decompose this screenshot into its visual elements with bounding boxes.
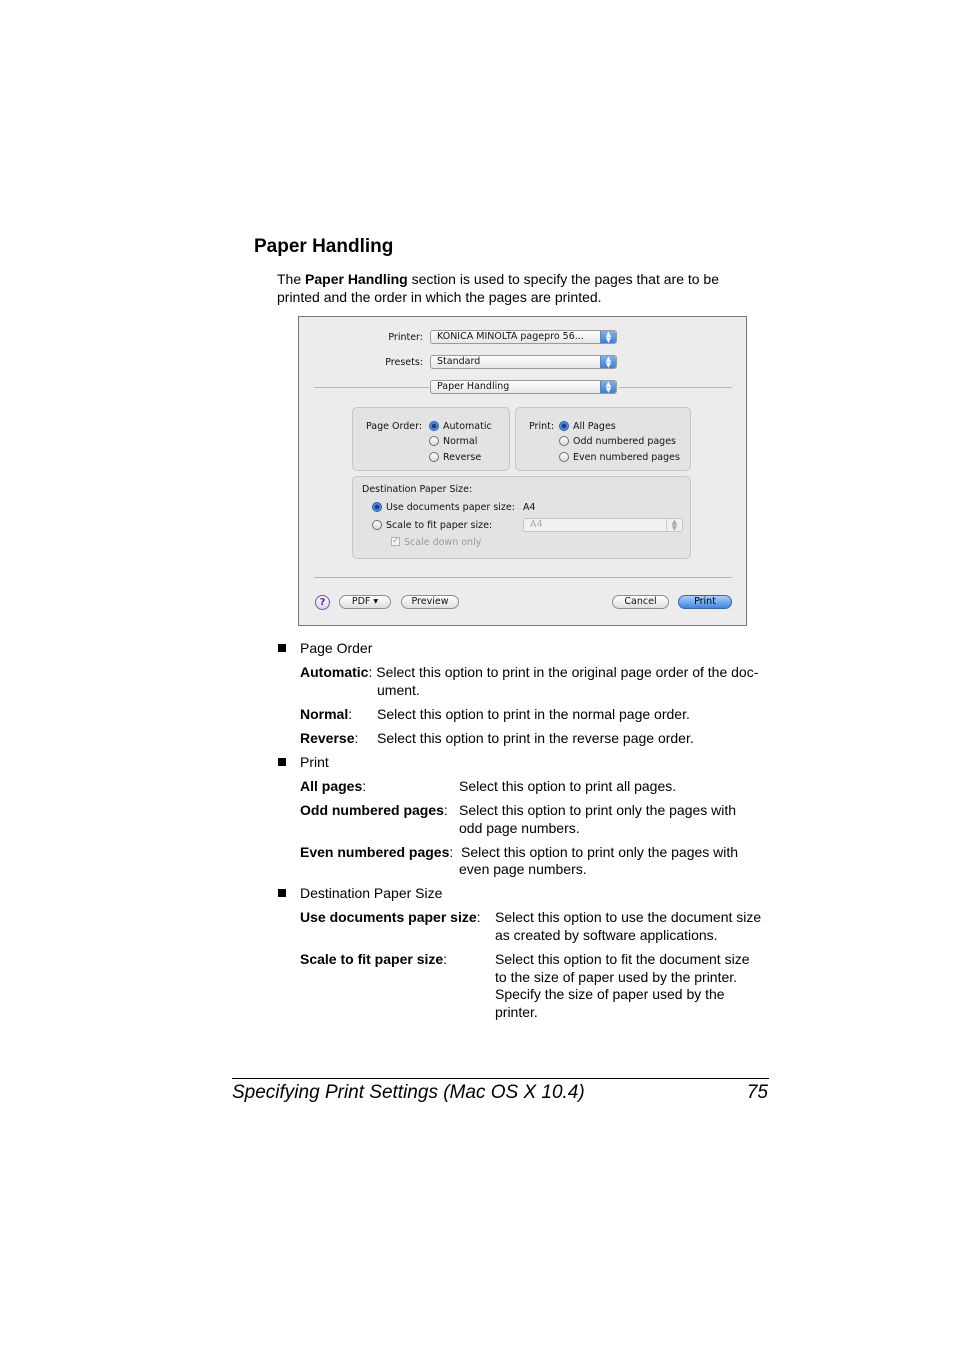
scale-down-only-checkbox[interactable] [391,537,400,546]
normal-radio[interactable] [429,436,439,446]
all-pages-term-wrap [300,777,366,795]
reverse-description: Select this option to print in the reverse page order. [377,730,694,746]
page-order-label: Page Order: [366,421,423,432]
scale-to-fit-radio[interactable] [372,520,382,530]
all-pages-colon: : [362,778,367,794]
page-number: 75 [746,1082,768,1103]
odd-pages-colon: : [443,802,448,818]
reverse-term-wrap [300,729,358,747]
use-documents-term: Use documents paper size [300,909,477,925]
normal-term-wrap [300,705,352,723]
use-documents-radio-label: Use documents paper size: [386,502,515,513]
reverse-colon: : [354,730,359,746]
reverse-radio[interactable] [429,452,439,462]
printer-popup[interactable] [430,330,617,344]
even-pages-term: Even numbered pages [300,844,450,860]
odd-pages-description-cont: odd page numbers. [459,820,580,836]
presets-popup[interactable] [430,355,617,369]
footer-separator [314,577,732,578]
scale-to-fit-description-3: Specify the size of paper used by the [495,986,725,1002]
automatic-description-cont: ument. [377,682,420,698]
help-icon[interactable]: ? [315,595,330,610]
use-documents-radio[interactable] [372,502,382,512]
footer-rule [232,1078,769,1079]
scale-paper-size-popup[interactable] [523,518,683,532]
separator-right [619,387,732,388]
automatic-radio-label: Automatic [443,421,492,432]
popup-arrows-icon: ▲ ▼ [666,519,682,531]
footer-title: Specifying Print Settings (Mac OS X 10.4) [232,1082,585,1103]
all-pages-radio[interactable] [559,421,569,431]
section-heading: Paper Handling [254,236,394,257]
all-pages-description: Select this option to print all pages. [459,778,677,794]
use-documents-value: A4 [523,502,536,513]
scale-to-fit-description-2: to the size of paper used by the printer. [495,969,738,985]
destination-paper-size-group [352,476,691,559]
destination-title: Destination Paper Size [300,885,443,901]
use-documents-description: Select this option to use the document size [495,909,762,925]
use-documents-colon: : [476,909,481,925]
printer-popup-value: KONICA MINOLTA pagepro 56... [437,331,584,342]
all-pages-term: All pages [300,778,363,794]
even-pages-description: Select this option to print only the pages with [461,844,739,860]
odd-pages-term-wrap [300,801,448,819]
intro-text-end: section is used to specify the pages that are to be printed and the order in which the pages are printed. [277,271,720,305]
page-order-group [352,407,510,471]
presets-popup-value: Standard [437,356,481,367]
even-pages-term-wrap [300,843,453,861]
automatic-description [300,663,770,681]
print-title: Print [300,754,329,770]
odd-pages-radio-label: Odd numbered pages [573,436,676,447]
presets-label: Presets: [385,357,423,368]
even-pages-description-cont: even page numbers. [459,861,587,877]
scale-paper-size-value: A4 [530,519,543,530]
normal-description: Select this option to print in the normal page order. [377,706,690,722]
preview-button[interactable]: Preview [401,595,459,609]
bullet-icon [278,889,286,897]
popup-arrows-icon: ▲ ▼ [600,331,616,343]
use-documents-term-wrap [300,908,481,926]
automatic-text: : Select this option to print in the original page order of the doc- [368,664,759,680]
automatic-radio[interactable] [429,421,439,431]
intro-bold-term: Paper Handling [305,271,408,287]
print-label: Print: [529,421,555,432]
normal-term: Normal [300,706,349,722]
scale-to-fit-radio-label: Scale to fit paper size: [386,520,493,531]
automatic-term: Automatic [300,664,369,680]
reverse-radio-label: Reverse [443,452,482,463]
cancel-button[interactable]: Cancel [612,595,669,609]
print-dialog [298,316,747,626]
separator-left [314,387,429,388]
even-pages-radio-label: Even numbered pages [573,452,680,463]
odd-pages-description: Select this option to print only the pages with [459,802,737,818]
scale-down-only-label: Scale down only [404,537,482,548]
bullet-icon [278,758,286,766]
panel-popup[interactable] [430,380,617,394]
odd-pages-radio[interactable] [559,436,569,446]
all-pages-radio-label: All Pages [573,421,616,432]
use-documents-description-cont: as created by software applications. [495,927,718,943]
print-pages-group [515,407,691,471]
scale-to-fit-term: Scale to fit paper size [300,951,444,967]
printer-label: Printer: [388,332,423,343]
normal-radio-label: Normal [443,436,478,447]
scale-to-fit-colon: : [443,951,448,967]
intro-text-start: The [277,271,306,287]
popup-arrows-icon: ▲ ▼ [600,356,616,368]
popup-arrows-icon: ▲ ▼ [600,381,616,393]
pdf-button[interactable]: PDF ▾ [339,595,391,609]
normal-colon: : [348,706,353,722]
checkmark-icon: ✓ [392,536,400,546]
reverse-term: Reverse [300,730,355,746]
odd-pages-term: Odd numbered pages [300,802,444,818]
panel-popup-value: Paper Handling [437,381,510,392]
bullet-icon [278,644,286,652]
intro-paragraph [277,270,757,306]
even-pages-radio[interactable] [559,452,569,462]
scale-to-fit-term-wrap [300,950,447,968]
even-pages-colon: : [449,844,454,860]
destination-label: Destination Paper Size: [362,484,473,495]
print-button[interactable]: Print [678,595,732,609]
scale-to-fit-description-1: Select this option to fit the document size [495,951,750,967]
page-order-title: Page Order [300,640,373,656]
scale-to-fit-description-4: printer. [495,1004,538,1020]
